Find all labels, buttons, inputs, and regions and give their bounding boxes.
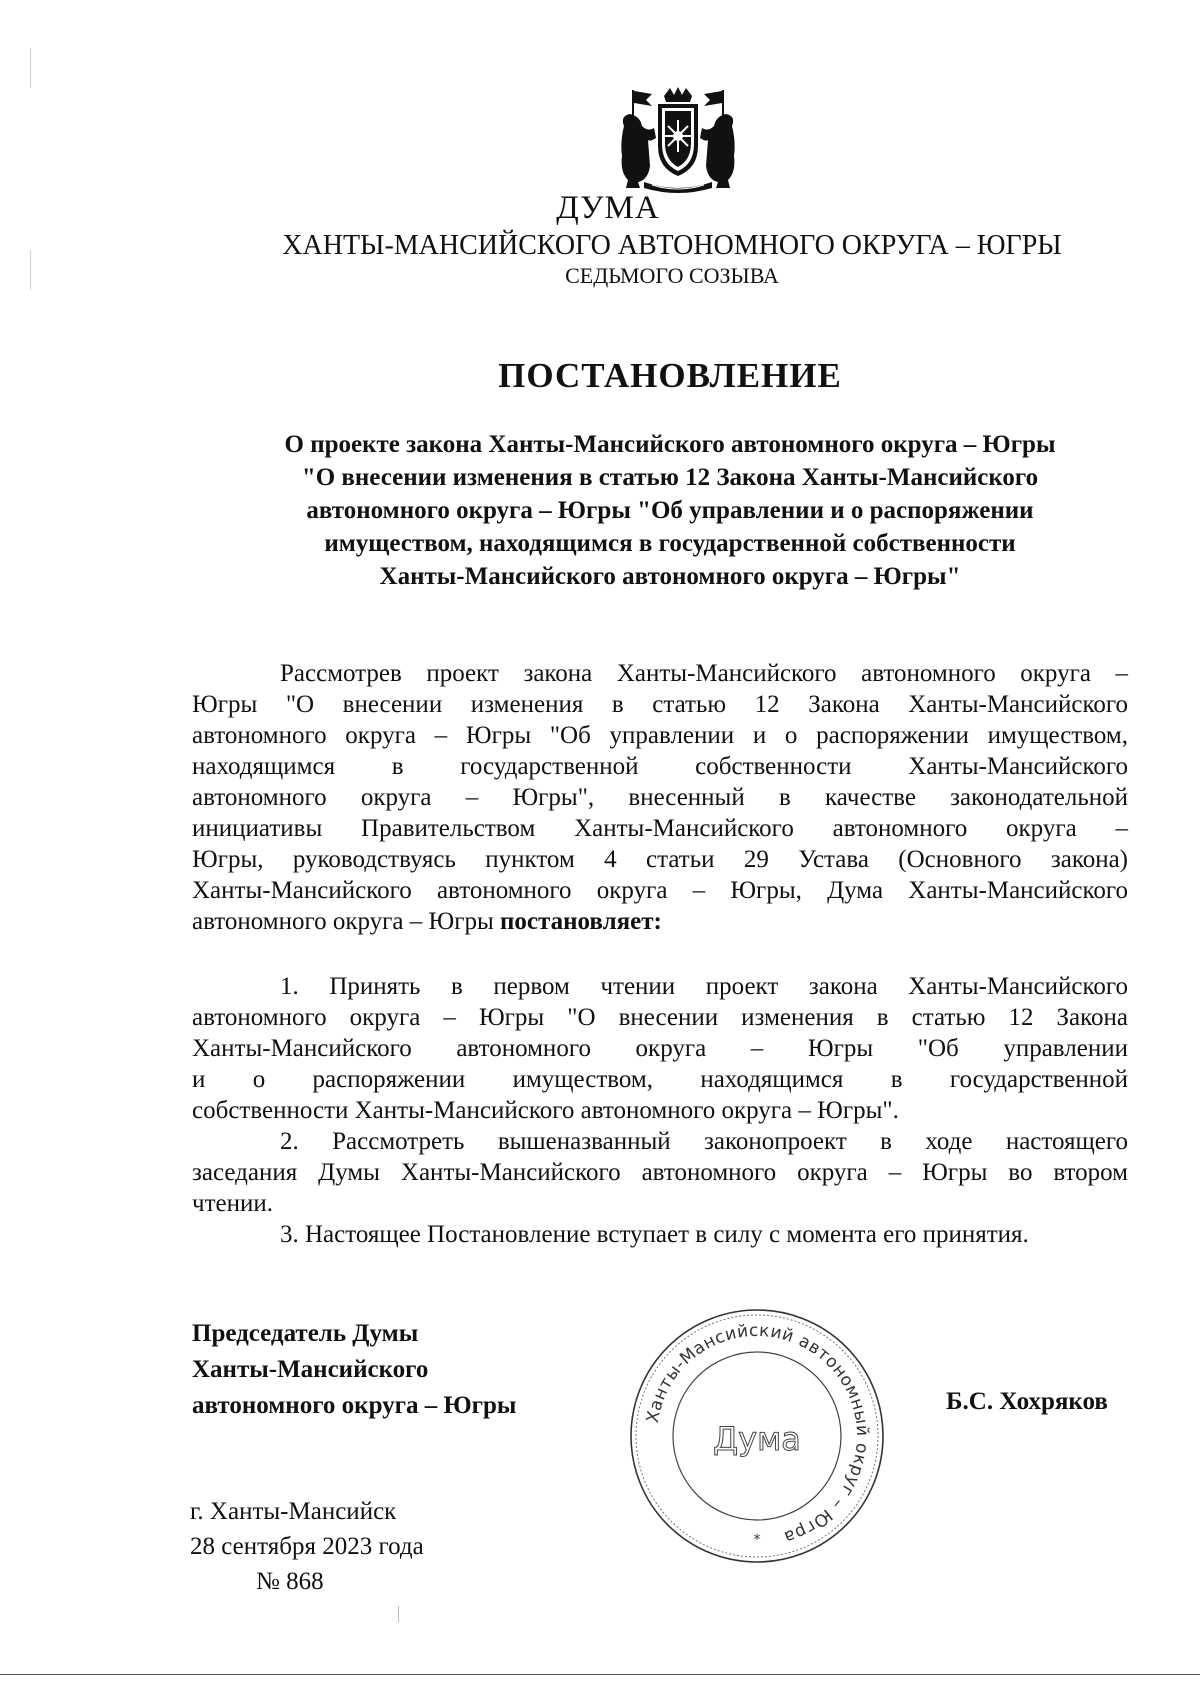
document-number: № 868 [256, 1568, 324, 1595]
item-1-line: автономного округа – Югры "О внесении изменения в статью 12 Закона [192, 1004, 1128, 1031]
position-line: Председатель Думы [192, 1320, 419, 1347]
subject-line: автономного округа – Югры "Об управлении и о распоряжении [306, 497, 1034, 524]
convocation-heading: СЕДЬМОГО СОЗЫВА [565, 263, 779, 288]
item-2-line: чтении. [192, 1190, 273, 1217]
document-title: ПОСТАНОВЛЕНИЕ [498, 356, 842, 395]
seal-ring-text: Ханты-Мансийский автономный округ – Югра [642, 1320, 873, 1548]
preamble-line: Ханты-Мансийского автономного округа – Югры, Дума Ханты-Мансийского [192, 877, 1128, 904]
date: 28 сентября 2023 года [190, 1533, 424, 1560]
okrug-heading: ХАНТЫ-МАНСИЙСКОГО АВТОНОМНОГО ОКРУГА – ЮГРЫ [282, 230, 1062, 261]
preamble-line: автономного округа – Югры", внесенный в качестве законодательной [192, 784, 1128, 811]
subject-line: "О внесении изменения в статью 12 Закона Ханты-Мансийского [301, 464, 1039, 491]
official-seal-stamp [623, 1302, 891, 1570]
preamble-paragraph [192, 658, 1128, 937]
preamble-line: Югры, руководствуясь пунктом 4 статьи 29 Устава (Основного закона) [192, 846, 1128, 873]
coat-of-arms-icon [618, 86, 738, 196]
item-1-line: собственности Ханты-Мансийского автономного округа – Югры". [192, 1097, 899, 1124]
seal-center-text: Дума [713, 1420, 801, 1458]
scan-artifact [398, 1606, 399, 1622]
resolves-keyword: постановляет: [500, 908, 662, 935]
item-1-line: Ханты-Мансийского автономного округа – Югры "Об управлении [192, 1035, 1128, 1062]
scan-artifact [30, 48, 31, 88]
scan-artifact [30, 250, 31, 290]
signatory-position [192, 1316, 516, 1424]
item-2-line: заседания Думы Ханты-Мансийского автономного округа – Югры во втором [192, 1159, 1128, 1186]
subject-line: Ханты-Мансийского автономного округа – Югры" [379, 563, 961, 590]
document-subject [215, 428, 1125, 593]
city: г. Ханты-Мансийск [190, 1498, 397, 1525]
signatory-name: Б.С. Хохряков [946, 1388, 1108, 1415]
position-line: автономного округа – Югры [192, 1392, 517, 1419]
preamble-last-text: автономного округа – Югры [192, 908, 501, 935]
item-3-line: 3. Настоящее Постановление вступает в силу с момента его принятия. [280, 1221, 1029, 1248]
item-1-line: и о распоряжении имуществом, находящимся в государственной [192, 1066, 1128, 1093]
duma-heading: ДУМА [556, 190, 660, 226]
preamble-line: автономного округа – Югры "Об управлении и о распоряжении имуществом, [192, 722, 1128, 749]
document-place-date [190, 1494, 424, 1599]
subject-line: имуществом, находящимся в государственной собственности [324, 530, 1016, 557]
page-bottom-edge [0, 1674, 1200, 1675]
seal-star: * [753, 1532, 761, 1548]
position-line: Ханты-Мансийского [192, 1356, 429, 1383]
item-1-line: 1. Принять в первом чтении проект закона Ханты-Мансийского [280, 973, 1128, 1000]
preamble-line: инициативы Правительством Ханты-Мансийского автономного округа – [192, 815, 1128, 842]
preamble-line: Рассмотрев проект закона Ханты-Мансийского автономного округа – [280, 660, 1128, 687]
preamble-line [192, 906, 1128, 937]
preamble-line: находящимся в государственной собственности Ханты-Мансийского [192, 753, 1128, 780]
item-2-line: 2. Рассмотреть вышеназванный законопроект в ходе настоящего [280, 1128, 1128, 1155]
resolution-items [192, 971, 1128, 1250]
subject-line: О проекте закона Ханты-Мансийского автономного округа – Югры [284, 431, 1056, 458]
preamble-line: Югры "О внесении изменения в статью 12 Закона Ханты-Мансийского [192, 691, 1128, 718]
